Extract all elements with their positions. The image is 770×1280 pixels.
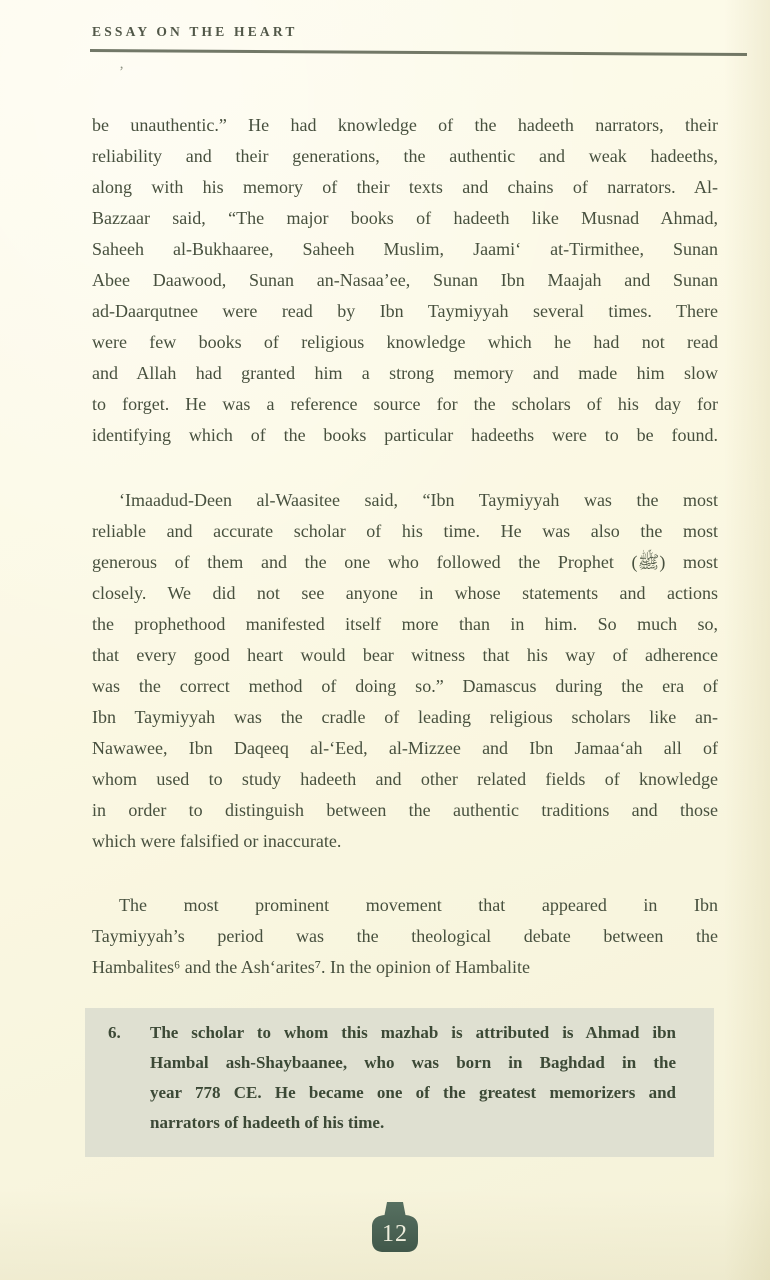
text-line: identifying which of the books particular hadeeths were to be found. <box>92 425 718 445</box>
stray-ink-mark: ’ <box>119 64 124 80</box>
text-line: Ibn Taymiyyah was the cradle of leading religious scholars like an- <box>92 707 718 727</box>
text-line: ad-Daarqutnee were read by Ibn Taymiyyah several times. There <box>92 301 718 321</box>
text-line: that every good heart would bear witness that his way of adherence <box>92 645 718 665</box>
text-line: Nawawee, Ibn Daqeeq al-‘Eed, al-Mizzee and Ibn Jamaa‘ah all of <box>92 738 718 758</box>
paragraph <box>92 110 718 451</box>
text-line: ‘Imaadud-Deen al-Waasitee said, “Ibn Taymiyyah was the most <box>119 490 718 510</box>
text-line: Taymiyyah’s period was the theological debate between the <box>92 926 718 946</box>
footnote-line: narrators of hadeeth of his time. <box>150 1113 385 1132</box>
running-header <box>92 24 752 40</box>
text-line: generous of them and the one who followed the Prophet (ﷺ) most <box>92 552 718 572</box>
text-line: be unauthentic.” He had knowledge of the hadeeth narrators, their <box>92 115 718 135</box>
text-line: Bazzaar said, “The major books of hadeeth like Musnad Ahmad, <box>92 208 718 228</box>
text-line: were few books of religious knowledge which he had not read <box>92 332 718 352</box>
footnote-text <box>150 1018 676 1138</box>
text-line: to forget. He was a reference source for the scholars of his day for <box>92 394 718 414</box>
footnote-number: 6. <box>108 1023 121 1042</box>
text-line: was the correct method of doing so.” Damascus during the era of <box>92 676 718 696</box>
text-line: whom used to study hadeeth and other related fields of knowledge <box>92 769 718 789</box>
page-number-ornament <box>371 1201 419 1253</box>
running-header-title: ESSAY ON THE HEART <box>92 24 298 39</box>
text-line: the prophethood manifested itself more than in him. So much so, <box>92 614 718 634</box>
page-number: 12 <box>382 1221 408 1247</box>
text-line: reliability and their generations, the authentic and weak hadeeths, <box>92 146 718 166</box>
text-line: closely. We did not see anyone in whose statements and actions <box>92 583 718 603</box>
footnote-line: The scholar to whom this mazhab is attributed is Ahmad ibn <box>150 1023 676 1042</box>
paragraph <box>92 485 718 857</box>
text-line: which were falsified or inaccurate. <box>92 831 342 851</box>
text-line: The most prominent movement that appeared in Ibn <box>119 895 718 915</box>
footnote-line: year 778 CE. He became one of the greatest memorizers and <box>150 1083 676 1102</box>
footnote-line: Hambal ash-Shaybaanee, who was born in Baghdad in the <box>150 1053 676 1072</box>
text-line: and Allah had granted him a strong memory and made him slow <box>92 363 718 383</box>
page-number-badge <box>371 1201 419 1253</box>
text-line: in order to distinguish between the authentic traditions and those <box>92 800 718 820</box>
text-line: along with his memory of their texts and chains of narrators. Al- <box>92 177 718 197</box>
body-text <box>92 110 718 983</box>
header-rule <box>90 49 747 56</box>
text-line: Saheeh al-Bukhaaree, Saheeh Muslim, Jaami‘ at-Tirmithee, Sunan <box>92 239 718 259</box>
text-line: Hambalites⁶ and the Ash‘arites⁷. In the opinion of Hambalite <box>92 957 530 977</box>
paragraph <box>92 890 718 983</box>
text-line: Abee Daawood, Sunan an-Nasaa’ee, Sunan Ibn Maajah and Sunan <box>92 270 718 290</box>
footnote-box <box>85 1008 714 1157</box>
text-line: reliable and accurate scholar of his time. He was also the most <box>92 521 718 541</box>
